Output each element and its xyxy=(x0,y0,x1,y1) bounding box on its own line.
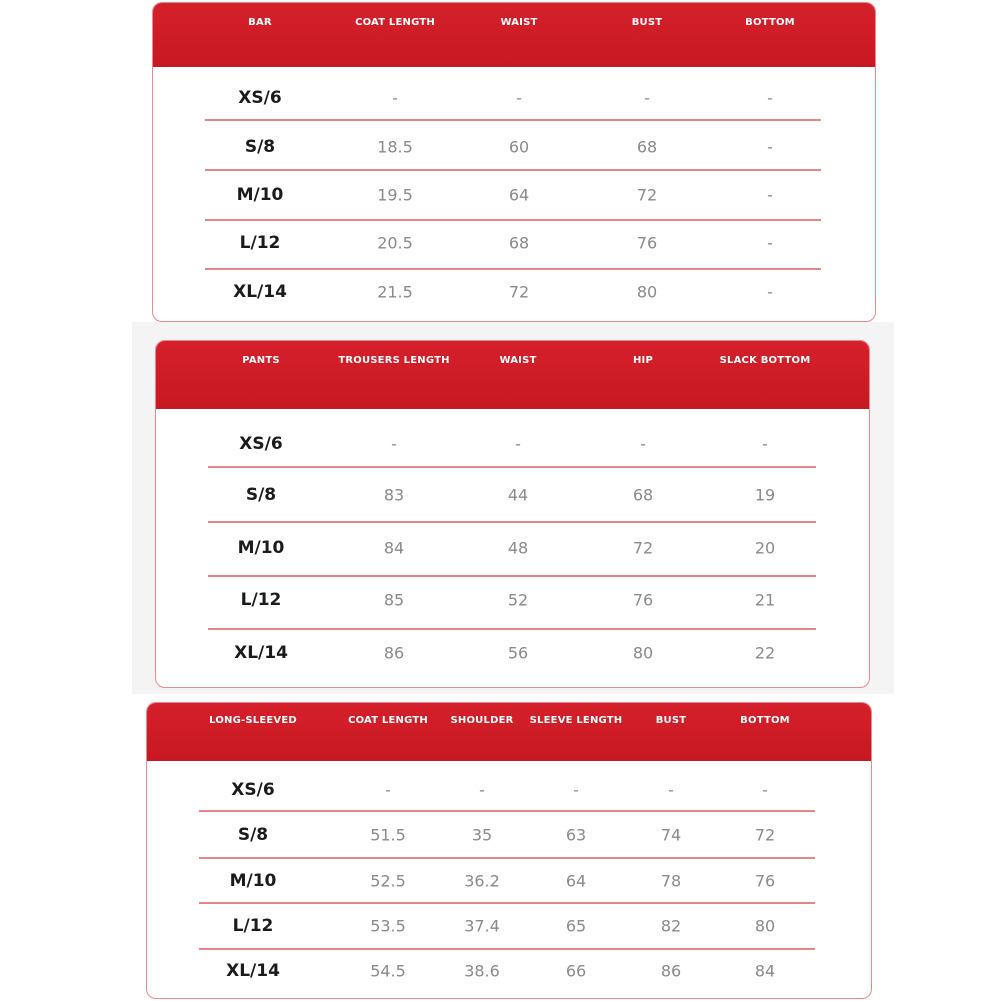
column-header-bust: BUST xyxy=(631,17,663,28)
measurement-cell: 53.5 xyxy=(370,916,406,936)
row-divider xyxy=(208,466,816,468)
table-row xyxy=(153,175,875,215)
measurement-cell: 60 xyxy=(508,137,530,157)
row-divider xyxy=(205,119,821,121)
column-header-bottom: BOTTOM xyxy=(740,715,790,726)
measurement-cell: 36.2 xyxy=(464,871,500,891)
size-label: L/12 xyxy=(239,233,281,253)
measurement-cell: - xyxy=(767,88,773,108)
measurement-cell: 76 xyxy=(632,590,654,610)
measurement-cell: 84 xyxy=(383,538,405,558)
measurement-cell: 72 xyxy=(636,185,658,205)
size-label: M/10 xyxy=(229,871,277,891)
size-label: XL/14 xyxy=(233,282,287,302)
measurement-cell: 68 xyxy=(636,137,658,157)
bar-size-table xyxy=(152,2,876,322)
column-header-bust: BUST xyxy=(655,715,687,726)
size-label: L/12 xyxy=(240,590,282,610)
measurement-cell: - xyxy=(640,434,646,454)
measurement-cell: 72 xyxy=(754,825,776,845)
measurement-cell: 56 xyxy=(507,643,529,663)
measurement-cell: 20 xyxy=(754,538,776,558)
size-label: L/12 xyxy=(232,916,274,936)
column-header-hip: HIP xyxy=(632,355,654,366)
size-label: XL/14 xyxy=(234,643,288,663)
column-header-shoulder: SHOULDER xyxy=(450,715,514,726)
table-header xyxy=(147,703,871,761)
measurement-cell: 38.6 xyxy=(464,961,500,981)
measurement-cell: 21 xyxy=(754,590,776,610)
table-row xyxy=(147,861,871,901)
measurement-cell: 86 xyxy=(660,961,682,981)
column-header-waist: WAIST xyxy=(500,17,538,28)
column-header-trousers-length: TROUSERS LENGTH xyxy=(338,355,450,366)
table-row xyxy=(153,223,875,263)
table-row xyxy=(156,528,869,568)
measurement-cell: 86 xyxy=(383,643,405,663)
size-label: XS/6 xyxy=(238,88,282,108)
size-label: XS/6 xyxy=(231,780,275,800)
measurement-cell: - xyxy=(762,780,768,800)
table-row xyxy=(147,951,871,991)
measurement-cell: 19 xyxy=(754,485,776,505)
measurement-cell: - xyxy=(767,282,773,302)
measurement-cell: 22 xyxy=(754,643,776,663)
size-label: XS/6 xyxy=(239,434,283,454)
table-row xyxy=(147,815,871,855)
table-row xyxy=(153,127,875,167)
measurement-cell: 76 xyxy=(636,233,658,253)
measurement-cell: - xyxy=(516,88,522,108)
measurement-cell: 66 xyxy=(565,961,587,981)
column-header-bar: BAR xyxy=(248,17,272,28)
measurement-cell: 82 xyxy=(660,916,682,936)
measurement-cell: 85 xyxy=(383,590,405,610)
measurement-cell: - xyxy=(644,88,650,108)
measurement-cell: 19.5 xyxy=(377,185,413,205)
row-divider xyxy=(205,169,821,171)
column-header-slack-bottom: SLACK BOTTOM xyxy=(719,355,811,366)
row-divider xyxy=(199,948,815,950)
measurement-cell: 80 xyxy=(636,282,658,302)
size-label: M/10 xyxy=(237,538,285,558)
table-row xyxy=(147,770,871,810)
row-divider xyxy=(199,857,815,859)
long-sleeved-size-table xyxy=(146,702,872,999)
row-divider xyxy=(199,810,815,812)
row-divider xyxy=(208,521,816,523)
row-divider xyxy=(205,219,821,221)
column-header-waist: WAIST xyxy=(499,355,537,366)
table-header xyxy=(156,341,869,409)
measurement-cell: 76 xyxy=(754,871,776,891)
measurement-cell: 72 xyxy=(508,282,530,302)
column-header-coat-length: COAT LENGTH xyxy=(355,17,435,28)
measurement-cell: 84 xyxy=(754,961,776,981)
measurement-cell: - xyxy=(668,780,674,800)
column-header-sleeve-length: SLEEVE LENGTH xyxy=(529,715,623,726)
size-label: XL/14 xyxy=(226,961,280,981)
measurement-cell: 48 xyxy=(507,538,529,558)
table-row xyxy=(156,475,869,515)
row-divider xyxy=(199,902,815,904)
table-row xyxy=(156,633,869,673)
measurement-cell: 37.4 xyxy=(464,916,500,936)
measurement-cell: 64 xyxy=(565,871,587,891)
measurement-cell: 83 xyxy=(383,485,405,505)
table-row xyxy=(156,424,869,464)
table-row xyxy=(156,580,869,620)
measurement-cell: 65 xyxy=(565,916,587,936)
column-header-coat-length: COAT LENGTH xyxy=(348,715,428,726)
measurement-cell: 63 xyxy=(565,825,587,845)
measurement-cell: - xyxy=(515,434,521,454)
measurement-cell: 80 xyxy=(754,916,776,936)
size-label: S/8 xyxy=(244,137,276,157)
measurement-cell: 68 xyxy=(508,233,530,253)
measurement-cell: 18.5 xyxy=(377,137,413,157)
measurement-cell: - xyxy=(767,185,773,205)
measurement-cell: 72 xyxy=(632,538,654,558)
measurement-cell: 78 xyxy=(660,871,682,891)
measurement-cell: 80 xyxy=(632,643,654,663)
pants-size-table xyxy=(155,340,870,688)
size-label: M/10 xyxy=(236,185,284,205)
measurement-cell: - xyxy=(385,780,391,800)
measurement-cell: 51.5 xyxy=(370,825,406,845)
table-row xyxy=(153,272,875,312)
size-label: S/8 xyxy=(245,485,277,505)
table-header xyxy=(153,3,875,67)
measurement-cell: 35 xyxy=(471,825,493,845)
measurement-cell: 74 xyxy=(660,825,682,845)
measurement-cell: 54.5 xyxy=(370,961,406,981)
measurement-cell: - xyxy=(767,137,773,157)
measurement-cell: 68 xyxy=(632,485,654,505)
row-divider xyxy=(208,575,816,577)
measurement-cell: 52 xyxy=(507,590,529,610)
table-row xyxy=(147,906,871,946)
measurement-cell: 64 xyxy=(508,185,530,205)
size-label: S/8 xyxy=(237,825,269,845)
measurement-cell: 21.5 xyxy=(377,282,413,302)
measurement-cell: 52.5 xyxy=(370,871,406,891)
table-row xyxy=(153,78,875,118)
measurement-cell: - xyxy=(391,434,397,454)
row-divider xyxy=(208,628,816,630)
measurement-cell: - xyxy=(479,780,485,800)
measurement-cell: - xyxy=(762,434,768,454)
row-divider xyxy=(205,268,821,270)
measurement-cell: - xyxy=(392,88,398,108)
measurement-cell: 20.5 xyxy=(377,233,413,253)
measurement-cell: - xyxy=(767,233,773,253)
column-header-pants: PANTS xyxy=(242,355,280,366)
measurement-cell: - xyxy=(573,780,579,800)
column-header-long-sleeved: LONG-SLEEVED xyxy=(209,715,297,726)
column-header-bottom: BOTTOM xyxy=(745,17,795,28)
measurement-cell: 44 xyxy=(507,485,529,505)
